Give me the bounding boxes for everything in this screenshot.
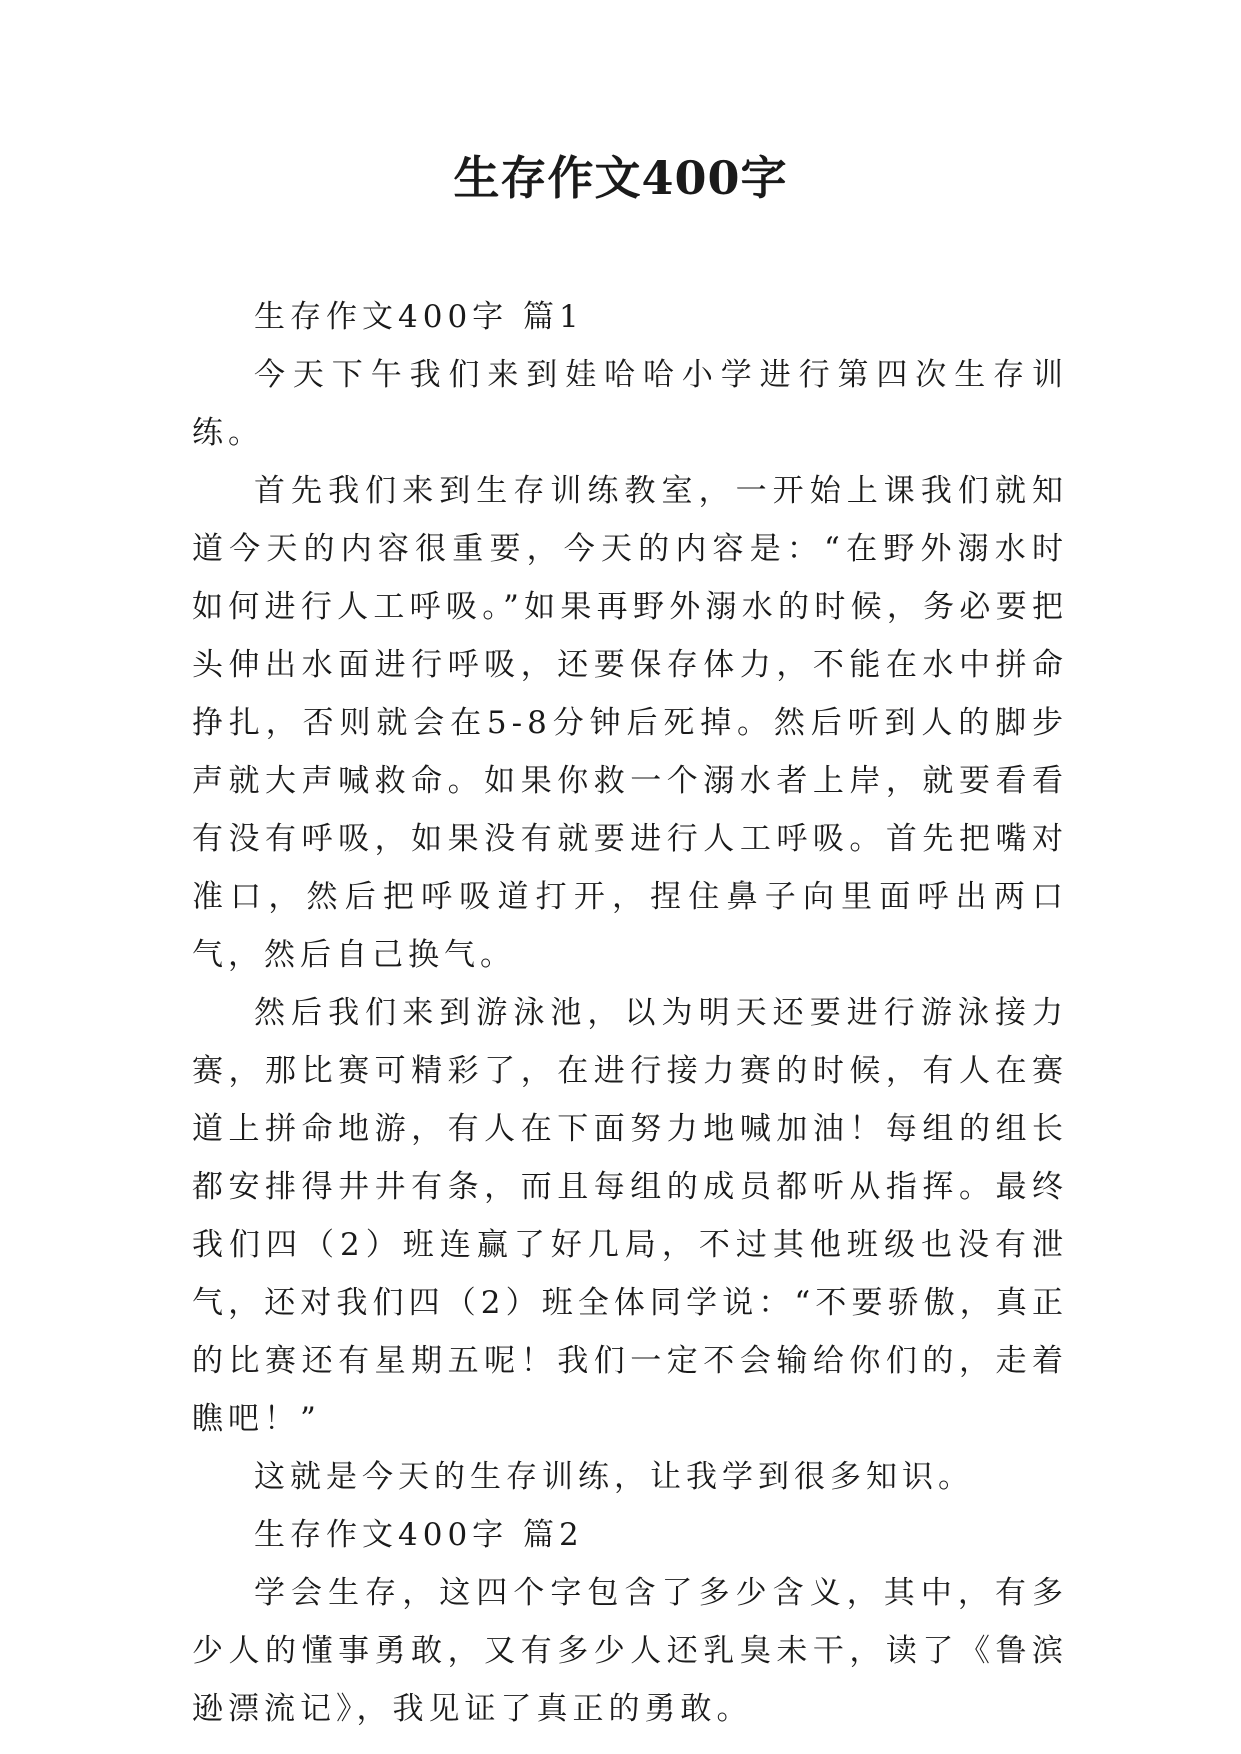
paragraph: 学会生存，这四个字包含了多少含义，其中，有多少人的懂事勇敢，又有多少人还乳臭未干，读了《鲁滨逊漂流记》，我见证了真正的勇敢。	[192, 1575, 1068, 1727]
paragraph: 然后我们来到游泳池，以为明天还要进行游泳接力赛，那比赛可精彩了，在进行接力赛的时候，有人在赛道上拼命地游，有人在下面努力地喊加油！每组的组长都安排得井井有条，而且每组的成员都听从指挥。最终我们四（2）班连赢了好几局，不过其他班级也没有泄气，还对我们四（2）班全体同学说：“不要骄傲，真正的比赛还有星期五呢！我们一定不会输给你们的，走着瞧吧！”	[192, 995, 1068, 1437]
paragraph: 这就是今天的生存训练，让我学到很多知识。	[254, 1459, 974, 1495]
section-heading-2: 生存作文400字 篇2	[254, 1517, 584, 1553]
paragraph: 首先我们来到生存训练教室，一开始上课我们就知道今天的内容很重要，今天的内容是：“在野外溺水时如何进行人工呼吸。”如果再野外溺水的时候，务必要把头伸出水面进行呼吸，还要保存体力，不能在水中拼命挣扎，否则就会在5-8分钟后死掉。然后听到人的脚步声就大声喊救命。如果你救一个溺水者上岸，就要看看有没有呼吸，如果没有就要进行人工呼吸。首先把嘴对准口，然后把呼吸道打开，捏住鼻子向里面呼出两口气，然后自己换气。	[192, 473, 1068, 973]
paragraph: 今天下午我们来到娃哈哈小学进行第四次生存训练。	[192, 357, 1068, 451]
document-body	[192, 288, 1068, 1738]
section-heading-1: 生存作文400字 篇1	[254, 299, 584, 335]
document-title: 生存作文400字	[453, 151, 788, 205]
